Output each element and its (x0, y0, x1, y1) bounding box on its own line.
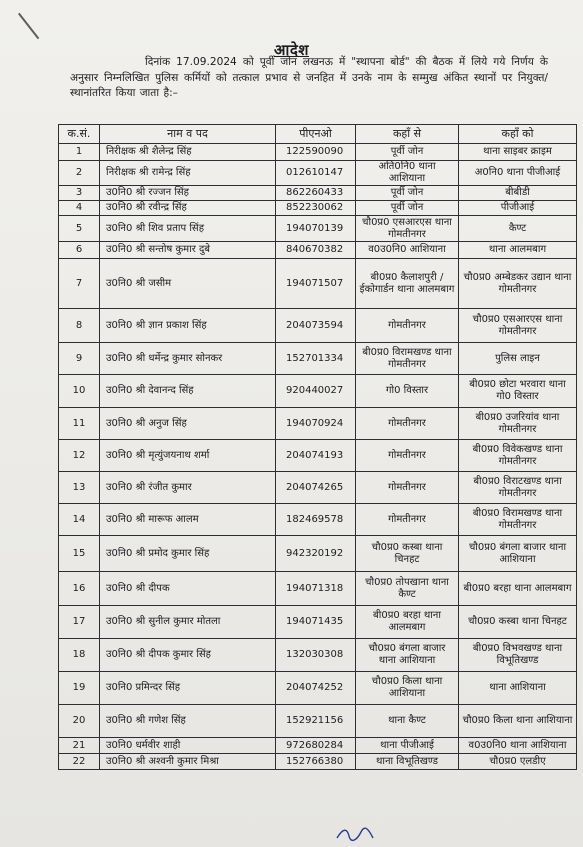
from-cell: पूर्वी जोन (356, 186, 459, 201)
from-cell: चौ0प्र0 तोपखाना थाना कैण्ट (356, 572, 459, 606)
table-row (59, 309, 577, 343)
name-cell: उ0नि0 श्री रज्जन सिंह (100, 186, 276, 201)
name-cell: उ0नि0 श्री मृत्युंजयनाथ शर्मा (100, 440, 276, 472)
table-row (59, 440, 577, 472)
from-cell: गोमतीनगर (356, 504, 459, 536)
from-cell: बी0प्र0 विरामखण्ड थाना गोमतीनगर (356, 343, 459, 375)
serial-cell: 15 (59, 536, 100, 572)
pno-cell: 840670382 (276, 242, 356, 259)
to-cell: चौ0प्र0 एसआरएस थाना गोमतीनगर (459, 309, 577, 343)
table-row (59, 705, 577, 738)
to-cell: पीजीआई (459, 201, 577, 216)
pno-cell: 862260433 (276, 186, 356, 201)
serial-cell: 2 (59, 161, 100, 186)
table-header-row (59, 125, 577, 144)
serial-cell: 13 (59, 472, 100, 504)
table-row (59, 472, 577, 504)
name-cell: उ0नि0 श्री देवानन्द सिंह (100, 375, 276, 408)
to-cell: पुलिस लाइन (459, 343, 577, 375)
table-row (59, 186, 577, 201)
pno-cell: 012610147 (276, 161, 356, 186)
table-row (59, 536, 577, 572)
serial-cell: 5 (59, 216, 100, 242)
table-row (59, 504, 577, 536)
serial-cell: 17 (59, 606, 100, 639)
serial-cell: 8 (59, 309, 100, 343)
to-cell: बीबीडी (459, 186, 577, 201)
name-cell: उ0नि0 श्री मारूफ आलम (100, 504, 276, 536)
pno-cell: 122590090 (276, 144, 356, 161)
serial-cell: 1 (59, 144, 100, 161)
from-cell: व0उ0नि0 आशियाना (356, 242, 459, 259)
serial-cell: 22 (59, 754, 100, 770)
to-cell: चौ0प्र0 कस्बा थाना चिनहट (459, 606, 577, 639)
to-cell: बी0प्र0 विरामखण्ड थाना गोमतीनगर (459, 504, 577, 536)
name-cell: उ0नि0 श्री सुनील कुमार मोतला (100, 606, 276, 639)
serial-cell: 6 (59, 242, 100, 259)
name-cell: उ0नि0 श्री गणेश सिंह (100, 705, 276, 738)
from-cell: बी0प्र0 बरहा थाना आलमबाग (356, 606, 459, 639)
name-cell: उ0नि0 श्री दीपक (100, 572, 276, 606)
to-cell: अ0नि0 थाना पीजीआई (459, 161, 577, 186)
serial-cell: 16 (59, 572, 100, 606)
order-intro-paragraph: दिनांक 17.09.2024 को पूर्वी जोन लखनऊ में "स्थापना बोर्ड" की बैठक में लिये गये निर्णय के अनुसार निम्नलिखित पुलिस कर्मियों को तत्काल प्रभाव से जनहित में उनके नाम के सम्मुख अंकित स्थानों पर नियुक्त/स्थानांतरित किया जाता है:– (70, 56, 548, 99)
table-row (59, 201, 577, 216)
from-cell: गोमतीनगर (356, 440, 459, 472)
from-cell: गोमतीनगर (356, 472, 459, 504)
from-cell: अति0नि0 थाना आशियाना (356, 161, 459, 186)
from-cell: बी0प्र0 कैलाशपुरी / ईकोगार्डन थाना आलमबाग (356, 259, 459, 309)
to-cell: बी0प्र0 विवेकखण्ड थाना गोमतीनगर (459, 440, 577, 472)
table-row (59, 242, 577, 259)
pno-cell: 194071318 (276, 572, 356, 606)
serial-cell: 4 (59, 201, 100, 216)
pno-cell: 204073594 (276, 309, 356, 343)
to-cell: बी0प्र0 उजरियांव थाना गोमतीनगर (459, 408, 577, 440)
name-cell: उ0नि0 श्री अनुज सिंह (100, 408, 276, 440)
pno-cell: 204074193 (276, 440, 356, 472)
pno-cell: 182469578 (276, 504, 356, 536)
table-row (59, 144, 577, 161)
from-cell: पूर्वी जोन (356, 201, 459, 216)
pen-stroke-mark (18, 13, 39, 39)
serial-cell: 20 (59, 705, 100, 738)
table-row (59, 606, 577, 639)
name-cell: उ0नि0 श्री दीपक कुमार सिंह (100, 639, 276, 672)
from-cell: पूर्वी जोन (356, 144, 459, 161)
to-cell: बी0प्र0 विराटखण्ड थाना गोमतीनगर (459, 472, 577, 504)
from-cell: गोमतीनगर (356, 309, 459, 343)
to-cell: बी0प्र0 बरहा थाना आलमबाग (459, 572, 577, 606)
header-pno: पीएनओ (276, 125, 356, 144)
to-cell: कैण्ट (459, 216, 577, 242)
name-cell: उ0नि0 श्री सन्तोष कुमार दुबे (100, 242, 276, 259)
from-cell: चौ0प्र0 बंगला बाजार थाना आशियाना (356, 639, 459, 672)
pno-cell: 204074252 (276, 672, 356, 705)
from-cell: थाना कैण्ट (356, 705, 459, 738)
table-row (59, 672, 577, 705)
pno-cell: 194070139 (276, 216, 356, 242)
name-cell: निरीक्षक श्री शैलेन्द्र सिंह (100, 144, 276, 161)
serial-cell: 9 (59, 343, 100, 375)
pno-cell: 152766380 (276, 754, 356, 770)
to-cell: बी0प्र0 छोटा भरवारा थाना गो0 विस्तार (459, 375, 577, 408)
to-cell: चौ0प्र0 किला थाना आशियाना (459, 705, 577, 738)
pno-cell: 152701334 (276, 343, 356, 375)
table-row (59, 375, 577, 408)
serial-cell: 21 (59, 738, 100, 754)
to-cell: बी0प्र0 विभवखण्ड थाना विभूतिखण्ड (459, 639, 577, 672)
table-body (59, 144, 577, 770)
name-cell: उ0नि0 श्री शिव प्रताप सिंह (100, 216, 276, 242)
order-title: आदेश (274, 41, 309, 59)
to-cell: थाना आशियाना (459, 672, 577, 705)
pno-cell: 942320192 (276, 536, 356, 572)
table-row (59, 216, 577, 242)
table-row (59, 572, 577, 606)
pno-cell: 920440027 (276, 375, 356, 408)
name-cell: उ0नि0 श्री जसीम (100, 259, 276, 309)
name-cell: उ0नि0 श्री रंजीत कुमार (100, 472, 276, 504)
to-cell: थाना साइबर क्राइम (459, 144, 577, 161)
serial-cell: 12 (59, 440, 100, 472)
from-cell: थाना पीजीआई (356, 738, 459, 754)
from-cell: थाना विभूतिखण्ड (356, 754, 459, 770)
name-cell: उ0नि0 श्री ज्ञान प्रकाश सिंह (100, 309, 276, 343)
table-row (59, 738, 577, 754)
pno-cell: 194070924 (276, 408, 356, 440)
to-cell: चौ0प्र0 एलडीए (459, 754, 577, 770)
header-serial: क.सं. (59, 125, 100, 144)
pno-cell: 972680284 (276, 738, 356, 754)
serial-cell: 7 (59, 259, 100, 309)
table-row (59, 161, 577, 186)
name-cell: उ0नि0 श्री धर्मेन्द्र कुमार सोनकर (100, 343, 276, 375)
name-cell: उ0नि0 धर्मवीर शाही (100, 738, 276, 754)
pno-cell: 204074265 (276, 472, 356, 504)
transfer-table (58, 124, 577, 770)
signature-mark (335, 826, 375, 842)
pno-cell: 194071507 (276, 259, 356, 309)
pno-cell: 152921156 (276, 705, 356, 738)
pno-cell: 194071435 (276, 606, 356, 639)
from-cell: चौ0प्र0 एसआरएस थाना गोमतीनगर (356, 216, 459, 242)
to-cell: चौ0प्र0 बंगला बाजार थाना आशियाना (459, 536, 577, 572)
to-cell: व0उ0नि0 थाना आशियाना (459, 738, 577, 754)
header-name: नाम व पद (100, 125, 276, 144)
serial-cell: 11 (59, 408, 100, 440)
serial-cell: 10 (59, 375, 100, 408)
to-cell: थाना आलमबाग (459, 242, 577, 259)
table-row (59, 259, 577, 309)
from-cell: चौ0प्र0 कस्बा थाना चिनहट (356, 536, 459, 572)
table-row (59, 343, 577, 375)
name-cell: उ0नि0 प्रमिन्दर सिंह (100, 672, 276, 705)
from-cell: गोमतीनगर (356, 408, 459, 440)
from-cell: चौ0प्र0 किला थाना आशियाना (356, 672, 459, 705)
name-cell: उ0नि0 श्री प्रमोद कुमार सिंह (100, 536, 276, 572)
serial-cell: 19 (59, 672, 100, 705)
to-cell: चौ0प्र0 अम्बेडकर उद्यान थाना गोमतीनगर (459, 259, 577, 309)
name-cell: उ0नि0 श्री अश्वनी कुमार मिश्रा (100, 754, 276, 770)
serial-cell: 18 (59, 639, 100, 672)
from-cell: गो0 विस्तार (356, 375, 459, 408)
table-row (59, 408, 577, 440)
pno-cell: 132030308 (276, 639, 356, 672)
name-cell: निरीक्षक श्री रामेन्द्र सिंह (100, 161, 276, 186)
serial-cell: 14 (59, 504, 100, 536)
pno-cell: 852230062 (276, 201, 356, 216)
name-cell: उ0नि0 श्री रवीन्द्र सिंह (100, 201, 276, 216)
table-row (59, 754, 577, 770)
table-row (59, 639, 577, 672)
header-to: कहाँ को (459, 125, 577, 144)
serial-cell: 3 (59, 186, 100, 201)
header-from: कहाँ से (356, 125, 459, 144)
